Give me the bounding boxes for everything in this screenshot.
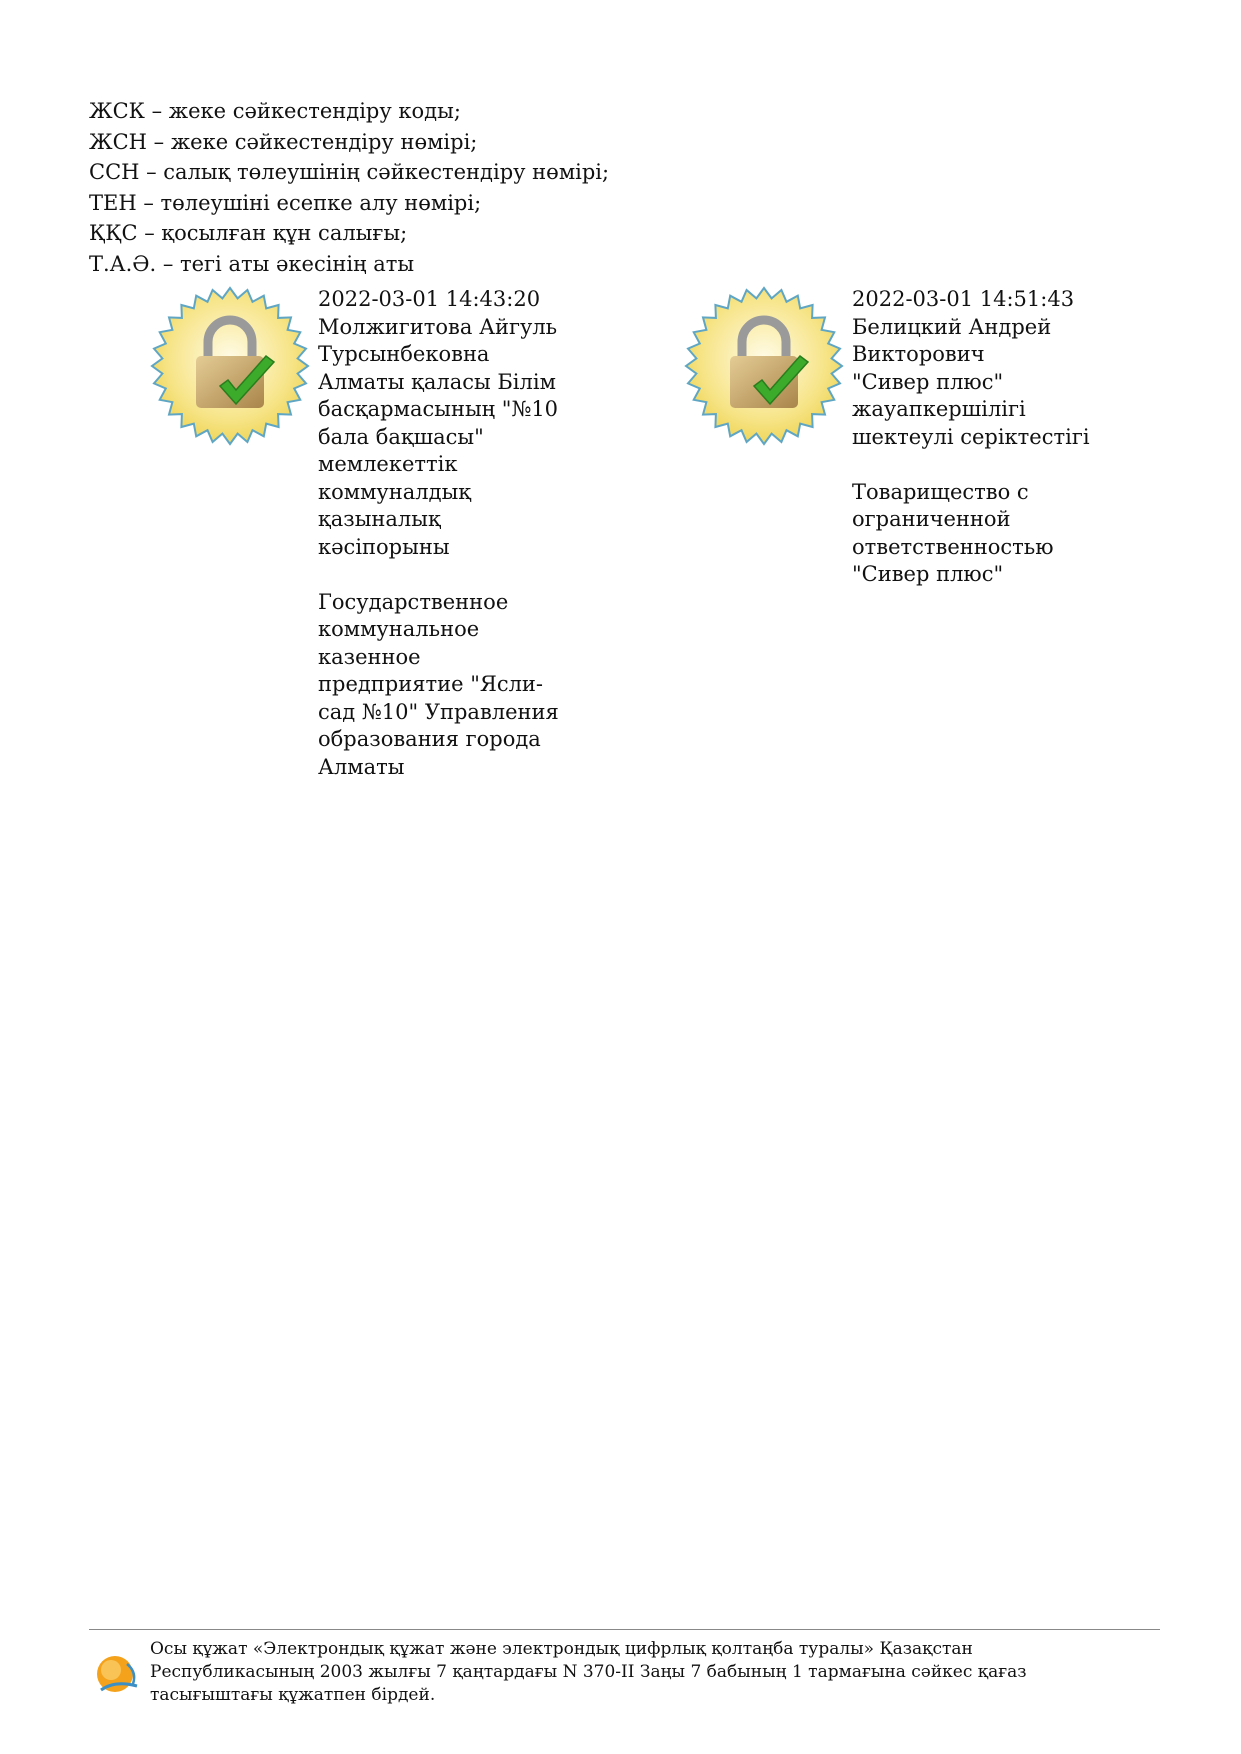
- signature-text: [318, 286, 559, 781]
- signature-line: бала бақшасы": [318, 424, 484, 449]
- signature-line: жауапкершілігі: [852, 397, 1026, 421]
- signature-timestamp: 2022-03-01 14:43:20: [318, 287, 541, 311]
- signature-line: казенное: [318, 644, 421, 669]
- signature-line: ограниченной: [852, 507, 1011, 531]
- abbreviation-item: ЖСК – жеке сәйкестендіру коды;: [89, 99, 461, 123]
- signature-line: басқармасының "№10: [318, 397, 559, 421]
- signature-line: кәсіпорыны: [318, 534, 450, 559]
- abbreviations-list: [89, 96, 609, 279]
- signature-line: "Сивер плюс": [852, 369, 1004, 394]
- signature-line: Государственное: [318, 589, 509, 614]
- signature-line: Молжигитова Айгуль: [318, 314, 558, 339]
- signature-line: ответственностью: [852, 534, 1054, 559]
- footer-line: Республикасының 2003 жылғы 7 қаңтардағы N 370-II Заңы 7 бабының 1 тармағына сәйкес қағаз: [150, 1662, 1027, 1682]
- footer-legal-notice: [150, 1638, 1160, 1707]
- signature-line: [852, 451, 1090, 479]
- signature-line: "Сивер плюс": [852, 562, 1004, 586]
- signature-line: коммуналдық: [318, 479, 472, 504]
- signature-line: Викторович: [852, 342, 985, 366]
- signature-timestamp: 2022-03-01 14:51:43: [852, 287, 1075, 311]
- signature-line: предприятие "Ясли-: [318, 672, 544, 696]
- abbreviation-item: ТЕН – төлеушіні есепке алу нөмірі;: [89, 190, 482, 215]
- signature-line: Алматы қаласы Білім: [318, 369, 556, 394]
- padlock-check-seal-icon: [684, 286, 844, 446]
- footer-line: тасығыштағы құжатпен бірдей.: [150, 1685, 436, 1705]
- signature-line: шектеулі серіктестігі: [852, 424, 1090, 449]
- signature-line: Белицкий Андрей: [852, 314, 1052, 339]
- padlock-check-seal-icon: [150, 286, 310, 446]
- signature-line: [318, 561, 559, 589]
- abbreviation-item: ССН – салық төлеушінің сәйкестендіру нөмірі;: [89, 160, 610, 184]
- signature-line: образования города: [318, 727, 541, 751]
- egov-sun-logo-icon: [93, 1650, 143, 1700]
- abbreviation-item: ЖСН – жеке сәйкестендіру нөмірі;: [89, 129, 478, 154]
- signature-line: Турсынбековна: [318, 342, 490, 366]
- signature-line: коммунальное: [318, 617, 480, 641]
- signature-line: сад №10" Управления: [318, 699, 559, 724]
- signature-line: қазыналық: [318, 507, 441, 531]
- signature-line: Товарищество с: [852, 479, 1029, 504]
- abbreviation-item: Т.А.Ә. – тегі аты әкесінің аты: [89, 251, 415, 276]
- footer-line: Осы құжат «Электрондық құжат және электрондық цифрлық қолтаңба туралы» Қазақстан: [150, 1639, 973, 1659]
- footer-divider: [89, 1629, 1160, 1630]
- signature-text: [852, 286, 1090, 589]
- signature-line: Алматы: [318, 754, 405, 779]
- signature-line: мемлекеттік: [318, 452, 458, 476]
- abbreviation-item: ҚҚС – қосылған құн салығы;: [89, 221, 408, 245]
